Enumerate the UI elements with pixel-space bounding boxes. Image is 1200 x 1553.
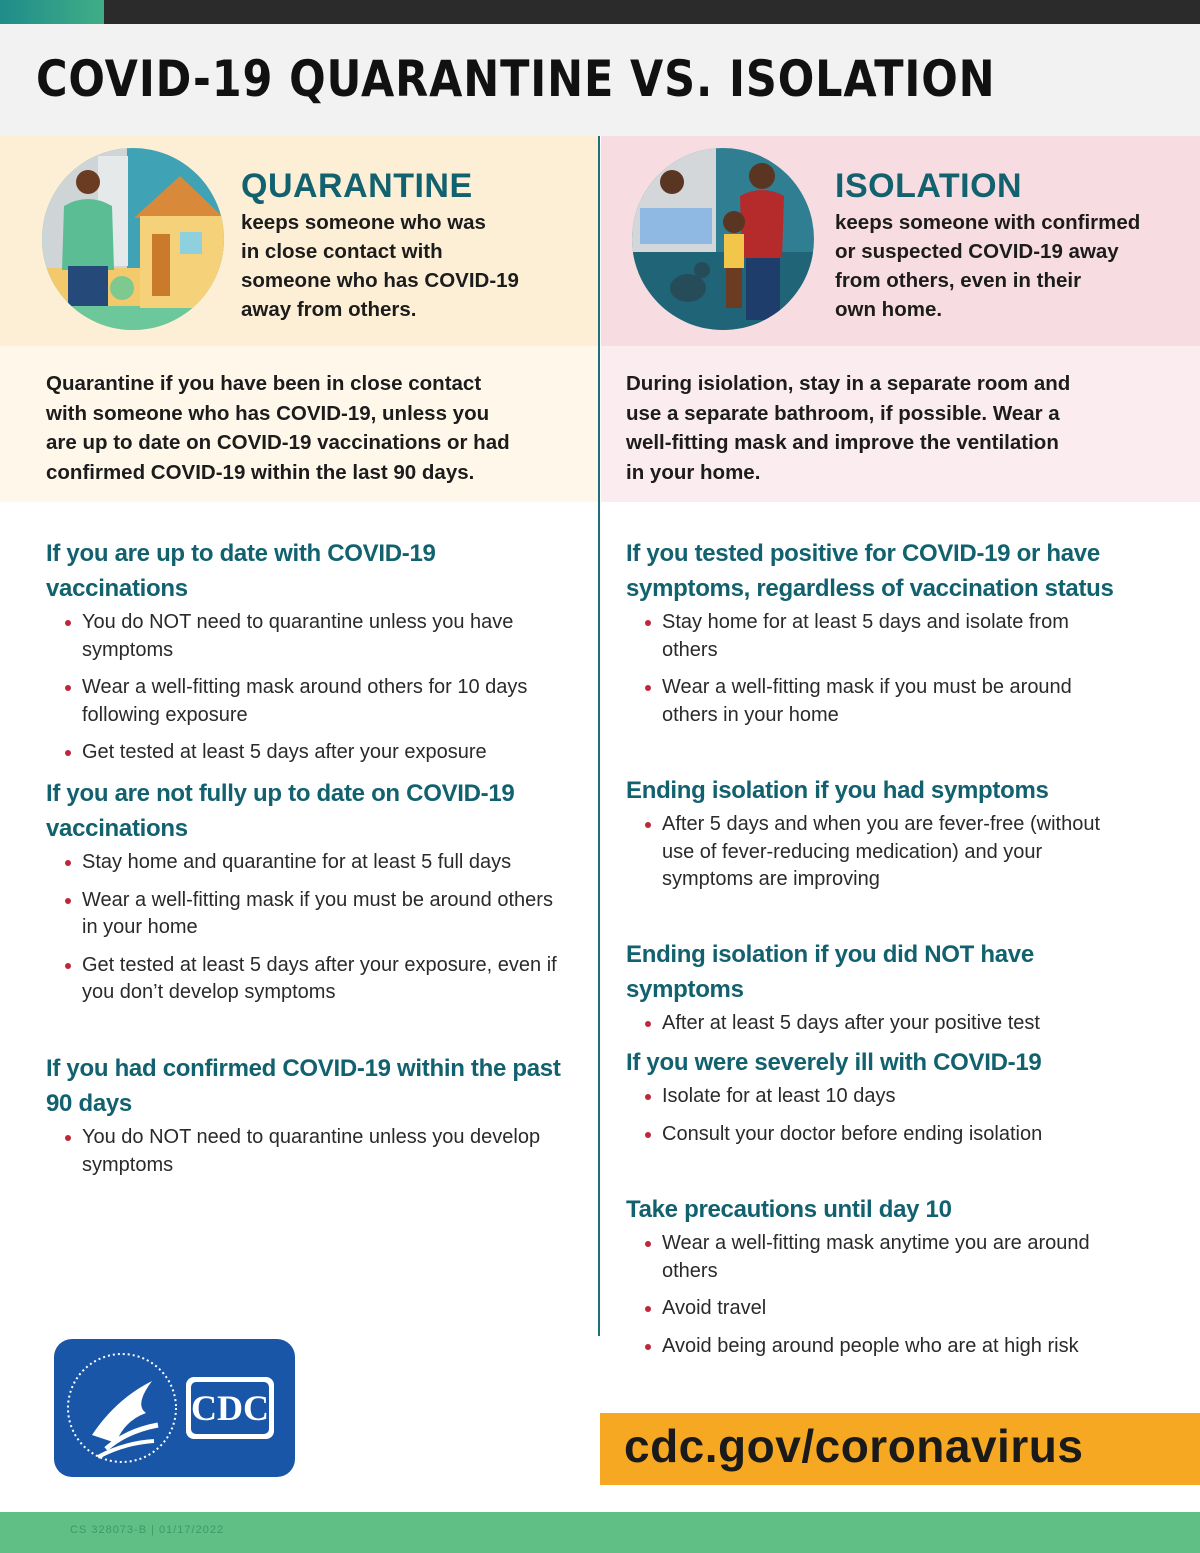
list-item-text: Stay home for at least 5 days and isolate from others <box>662 611 1069 661</box>
list-item-text: You do NOT need to quarantine unless you have symptoms <box>82 611 514 661</box>
list-item-text: Wear a well-fitting mask anytime you are around others <box>662 1232 1090 1282</box>
list-item <box>626 1333 1136 1361</box>
section-list <box>626 1230 1136 1360</box>
bullet-icon <box>645 685 651 691</box>
quarantine-section-had-covid <box>46 1051 566 1189</box>
quarantine-description-line: are up to date on COVID-19 vaccinations or had <box>46 431 510 454</box>
isolation-description-line: well-fitting mask and improve the ventilation <box>626 431 1059 454</box>
bullet-icon <box>645 1241 651 1247</box>
isolation-definition-line: from others, even in their <box>835 269 1082 292</box>
list-item-text: After 5 days and when you are fever-free (without use of fever-reducing medication) and your symptoms are improving <box>662 813 1101 890</box>
section-list <box>626 811 1136 894</box>
list-item-text: After at least 5 days after your positive test <box>662 1012 1040 1034</box>
list-item-text: Get tested at least 5 days after your exposure, even if you don’t develop symptoms <box>82 953 557 1003</box>
column-divider <box>598 136 600 1336</box>
hhs-cdc-logo <box>54 1339 295 1477</box>
quarantine-definition-line: away from others. <box>241 298 417 321</box>
isolation-section-tested-positive <box>626 536 1126 739</box>
list-item <box>626 1295 1136 1323</box>
list-item <box>46 1124 566 1179</box>
section-heading: If you tested positive for COVID-19 or have symptoms, regardless of vaccination status <box>626 540 1114 602</box>
quarantine-definition-line: in close contact with <box>241 240 443 263</box>
isolation-description-line: use a separate bathroom, if possible. Wear a <box>626 401 1060 425</box>
quarantine-heading: QUARANTINE <box>241 167 473 205</box>
section-list <box>46 849 566 1007</box>
bullet-icon <box>65 963 71 969</box>
isolation-section-precautions <box>626 1192 1136 1370</box>
list-item-text: Consult your doctor before ending isolation <box>662 1122 1043 1145</box>
section-heading: Ending isolation if you had symptoms <box>626 777 1049 804</box>
list-item-text: Wear a well-fitting mask around others for 10 days following exposure <box>82 676 528 726</box>
list-item-text: You do NOT need to quarantine unless you develop symptoms <box>82 1126 541 1176</box>
footer-bar <box>0 1512 1200 1553</box>
section-list <box>626 1010 1146 1038</box>
cdc-logo-text: CDC <box>191 1388 269 1428</box>
quarantine-section-up-to-date <box>46 536 566 777</box>
list-item <box>626 1121 1146 1149</box>
list-item-text: Wear a well-fitting mask if you must be around others in your home <box>82 888 553 938</box>
section-list <box>46 609 566 767</box>
isolation-definition-line: keeps someone with confirmed <box>835 211 1141 234</box>
bullet-icon <box>645 822 651 828</box>
list-item-text: Wear a well-fitting mask if you must be around others in your home <box>662 676 1072 726</box>
list-item <box>46 609 566 664</box>
quarantine-definition-line: someone who has COVID-19 <box>241 269 519 292</box>
isolation-family-illustration <box>632 148 814 330</box>
isolation-description-line: in your home. <box>626 460 761 484</box>
isolation-definition-line: own home. <box>835 298 943 321</box>
isolation-heading: ISOLATION <box>835 167 1023 205</box>
quarantine-description <box>46 369 510 487</box>
list-item <box>46 739 566 767</box>
bullet-icon <box>65 685 71 691</box>
bullet-icon <box>645 620 651 626</box>
list-item-text: Avoid travel <box>662 1297 767 1319</box>
quarantine-description-line: Quarantine if you have been in close contact <box>46 372 482 395</box>
isolation-description <box>626 369 1070 487</box>
list-item <box>46 887 566 942</box>
list-item <box>46 849 566 877</box>
section-list <box>626 609 1126 729</box>
bullet-icon <box>645 1132 651 1138</box>
top-bar <box>0 0 1200 24</box>
bullet-icon <box>645 1094 651 1100</box>
page-title: COVID-19 QUARANTINE VS. ISOLATION <box>36 50 996 108</box>
list-item <box>626 674 1126 729</box>
list-item-text: Stay home and quarantine for at least 5 full days <box>82 851 512 873</box>
isolation-definition-line: or suspected COVID-19 away <box>835 240 1119 263</box>
list-item <box>46 674 566 729</box>
quarantine-definition <box>241 208 519 324</box>
bullet-icon <box>645 1021 651 1027</box>
section-list <box>46 1124 566 1179</box>
section-heading: Ending isolation if you did NOT have symptoms <box>626 941 1034 1003</box>
quarantine-house-illustration <box>42 148 224 330</box>
bullet-icon <box>65 620 71 626</box>
quarantine-definition-line: keeps someone who was <box>241 211 486 234</box>
list-item <box>46 952 566 1007</box>
quarantine-section-not-up-to-date <box>46 776 566 1017</box>
quarantine-description-line: confirmed COVID-19 within the last 90 days. <box>46 460 475 484</box>
document-code: CS 328073-B | 01/17/2022 <box>70 1524 225 1536</box>
website-link[interactable]: cdc.gov/coronavirus <box>624 1420 1084 1472</box>
bullet-icon <box>65 860 71 866</box>
list-item-text: Isolate for at least 10 days <box>662 1085 896 1107</box>
bullet-icon <box>65 1135 71 1141</box>
top-bar-accent <box>0 0 104 24</box>
isolation-section-severely-ill <box>626 1045 1146 1158</box>
bullet-icon <box>65 750 71 756</box>
section-heading: If you were severely ill with COVID-19 <box>626 1049 1042 1076</box>
section-heading: If you are not fully up to date on COVID-19 vaccinations <box>46 780 515 842</box>
isolation-definition <box>835 208 1140 324</box>
list-item <box>626 1230 1136 1285</box>
isolation-section-no-symptoms <box>626 937 1146 1048</box>
isolation-description-line: During isiolation, stay in a separate room and <box>626 372 1071 395</box>
bullet-icon <box>645 1344 651 1350</box>
list-item-text: Avoid being around people who are at high risk <box>662 1334 1079 1357</box>
list-item <box>626 1083 1146 1111</box>
list-item <box>626 1010 1146 1038</box>
quarantine-description-line: with someone who has COVID-19, unless you <box>46 401 490 425</box>
section-list <box>626 1083 1146 1148</box>
url-banner <box>600 1413 1200 1485</box>
bullet-icon <box>645 1306 651 1312</box>
bullet-icon <box>65 898 71 904</box>
section-heading: If you had confirmed COVID-19 within the past 90 days <box>46 1055 561 1117</box>
section-heading: If you are up to date with COVID-19 vaccinations <box>46 540 436 602</box>
list-item-text: Get tested at least 5 days after your exposure <box>82 741 487 763</box>
list-item <box>626 609 1126 664</box>
isolation-section-had-symptoms <box>626 773 1136 904</box>
list-item <box>626 811 1136 894</box>
section-heading: Take precautions until day 10 <box>626 1196 952 1223</box>
